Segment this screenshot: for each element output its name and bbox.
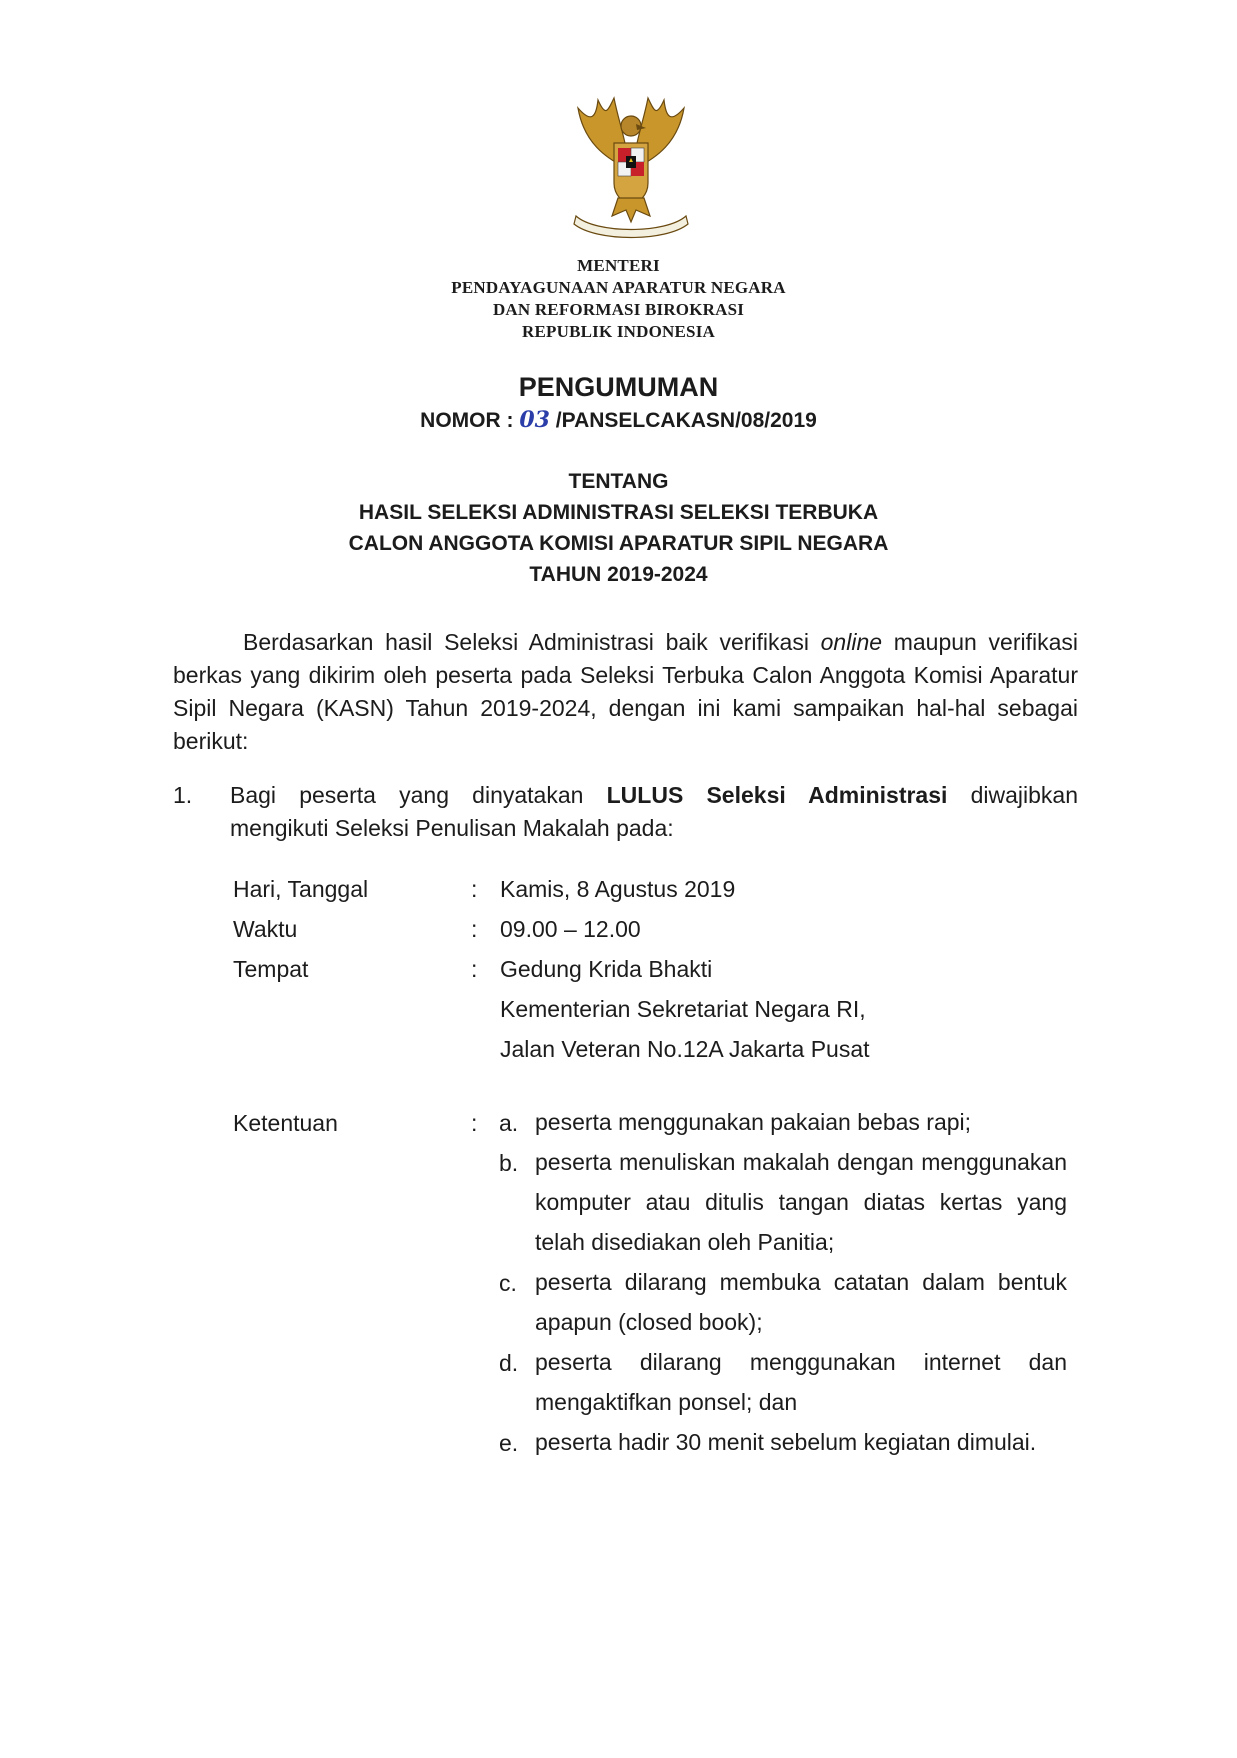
- schedule-value-time: 09.00 – 12.00: [500, 916, 641, 942]
- schedule-colon: :: [471, 956, 478, 982]
- intro-italic: online: [820, 629, 883, 655]
- item1-bold: LULUS Seleksi Administrasi: [606, 782, 948, 808]
- ketentuan-letter: e.: [499, 1430, 519, 1456]
- subject-line-1: TENTANG: [568, 470, 669, 493]
- ketentuan-item: peserta dilarang membuka catatan dalam bentuk apapun (closed book);: [535, 1269, 1067, 1335]
- nomor-line: [0, 407, 1237, 433]
- header-line-3: DAN REFORMASI BIROKRASI: [492, 300, 745, 319]
- header-line-4: REPUBLIK INDONESIA: [522, 322, 715, 341]
- intro-text-2: maupun verifikasi berkas yang dikirim oleh peserta pada Seleksi Terbuka Calon Anggota Komisi Aparatur Sipil Negara (KASN) Tahun 2019-2024, dengan ini kami sampaikan hal-hal sebagai berikut:: [173, 629, 1078, 754]
- subject-line-2: HASIL SELEKSI ADMINISTRASI SELEKSI TERBUKA: [358, 501, 879, 524]
- header-line-2: PENDAYAGUNAAN APARATUR NEGARA: [451, 278, 786, 297]
- schedule-colon: :: [471, 876, 478, 902]
- nomor-suffix: /PANSELCAKASN/08/2019: [555, 409, 817, 432]
- item-number: 1.: [173, 782, 193, 808]
- subject-line-4: TAHUN 2019-2024: [529, 563, 708, 586]
- ketentuan-letter: c.: [499, 1270, 517, 1296]
- ketentuan-item: peserta hadir 30 menit sebelum kegiatan dimulai.: [535, 1429, 1037, 1455]
- schedule-label-place: Tempat: [233, 956, 309, 982]
- item1-line-2: mengikuti Seleksi Penulisan Makalah pada:: [230, 815, 674, 841]
- schedule-value-place: Gedung Krida Bhakti: [500, 956, 713, 982]
- ketentuan-item: peserta dilarang menggunakan internet dan mengaktifkan ponsel; dan: [535, 1349, 1067, 1415]
- schedule-place-line-2: Kementerian Sekretariat Negara RI,: [500, 996, 866, 1022]
- schedule-value-date: Kamis, 8 Agustus 2019: [500, 876, 736, 902]
- ketentuan-colon: :: [471, 1110, 478, 1136]
- item1-text-1: Bagi peserta yang dinyatakan: [230, 782, 607, 808]
- ketentuan-item: peserta menuliskan makalah dengan menggunakan komputer atau ditulis tangan diatas kertas yang telah disediakan oleh Panitia;: [535, 1149, 1067, 1255]
- page-title: PENGUMUMAN: [518, 372, 719, 402]
- nomor-handwritten: 03: [519, 407, 550, 433]
- intro-paragraph: [173, 626, 1078, 758]
- schedule-place-line-3: Jalan Veteran No.12A Jakarta Pusat: [500, 1036, 870, 1062]
- ketentuan-letter: d.: [499, 1350, 519, 1376]
- ketentuan-letter: a.: [499, 1110, 519, 1136]
- subject-line-3: CALON ANGGOTA KOMISI APARATUR SIPIL NEGARA: [348, 532, 889, 555]
- ketentuan-letter: b.: [499, 1150, 519, 1176]
- intro-text-1: Berdasarkan hasil Seleksi Administrasi baik verifikasi: [243, 629, 821, 655]
- item1-text-2: diwajibkan: [947, 782, 1078, 808]
- ketentuan-item: peserta menggunakan pakaian bebas rapi;: [535, 1109, 972, 1135]
- ketentuan-label: Ketentuan: [233, 1110, 338, 1136]
- schedule-colon: :: [471, 916, 478, 942]
- item1-line-1: [230, 782, 1078, 809]
- schedule-label-time: Waktu: [233, 916, 298, 942]
- nomor-label: NOMOR :: [420, 409, 514, 432]
- header-line-1: MENTERI: [577, 256, 660, 275]
- schedule-label-date: Hari, Tanggal: [233, 876, 369, 902]
- garuda-emblem: [556, 88, 706, 248]
